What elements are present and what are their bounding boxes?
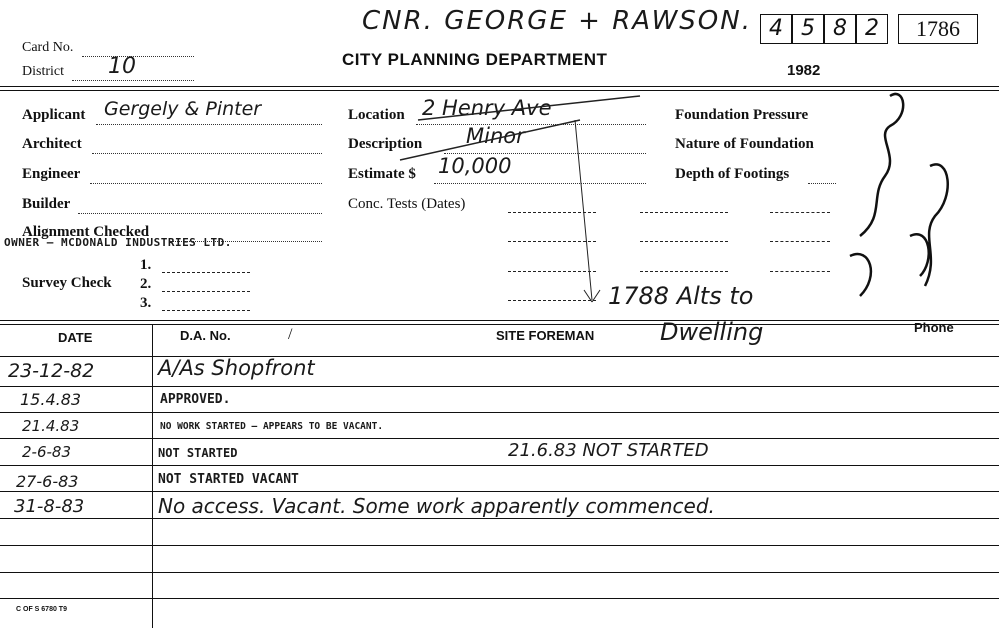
row-extra: 21.6.83 NOT STARTED xyxy=(508,440,709,461)
survey-number: 1. xyxy=(140,257,152,273)
estimate-value: 10,000 xyxy=(438,154,512,178)
row-text: NOT STARTED xyxy=(158,446,238,460)
department-title: CITY PLANNING DEPARTMENT xyxy=(342,50,608,69)
location-value: 2 Henry Ave xyxy=(422,96,552,120)
builder-label: Builder xyxy=(22,196,71,212)
architect-label: Architect xyxy=(22,136,82,152)
card-no-label: Card No. xyxy=(22,40,74,55)
ref-box: 5 xyxy=(792,14,824,44)
alignment-checked-label: Alignment Checked xyxy=(22,224,150,240)
survey-check-label: Survey Check xyxy=(22,275,112,291)
form-code: C OF S 6780 T9 xyxy=(16,606,67,613)
foundation-pressure-label: Foundation Pressure xyxy=(675,107,809,123)
signature-scribble xyxy=(830,86,980,306)
row-date: 15.4.83 xyxy=(20,390,82,409)
col-header-da-no: D.A. No. xyxy=(180,328,231,343)
ref-box: 8 xyxy=(824,14,856,44)
row-date: 21.4.83 xyxy=(22,417,80,435)
row-text: NOT STARTED VACANT xyxy=(158,472,299,487)
estimate-label: Estimate $ xyxy=(348,166,416,182)
conc-tests-label: Conc. Tests (Dates) xyxy=(348,196,466,212)
engineer-label: Engineer xyxy=(22,166,81,182)
owner-note: OWNER – MCDONALD INDUSTRIES LTD. xyxy=(4,236,232,249)
site-foreman-value: Dwelling xyxy=(660,318,764,346)
row-date: 31-8-83 xyxy=(14,496,85,517)
row-text: APPROVED. xyxy=(160,392,231,407)
row-date: 27-6-83 xyxy=(16,472,79,491)
row-date: 2-6-83 xyxy=(22,443,71,461)
row-date: 23-12-82 xyxy=(8,360,95,382)
handwritten-address: CNR. GEORGE + RAWSON. xyxy=(362,6,752,36)
nature-of-foundation-label: Nature of Foundation xyxy=(675,136,814,152)
survey-number: 2. xyxy=(140,276,152,292)
signature-note: 1788 Alts to xyxy=(608,282,754,310)
applicant-value: Gergely & Pinter xyxy=(104,98,262,120)
row-text: A/As Shopfront xyxy=(158,356,315,380)
row-text: NO WORK STARTED – APPEARS TO BE VACANT. xyxy=(160,421,384,432)
survey-number: 3. xyxy=(140,295,152,311)
col-header-site-foreman: SITE FOREMAN xyxy=(496,328,595,343)
district-label: District xyxy=(22,64,64,79)
col-header-phone: Phone xyxy=(914,320,954,335)
location-label: Location xyxy=(348,107,405,123)
district-value: 10 xyxy=(108,54,136,79)
description-label: Description xyxy=(348,136,423,152)
applicant-label: Applicant xyxy=(22,107,86,123)
ref-box: 2 xyxy=(856,14,888,44)
da-no-mark: / xyxy=(288,326,293,343)
ref-box: 4 xyxy=(760,14,792,44)
year: 1982 xyxy=(787,62,821,79)
ref-box: 1786 xyxy=(898,14,978,44)
description-value: Minor xyxy=(466,124,525,148)
col-header-date: DATE xyxy=(58,330,93,345)
depth-of-footings-label: Depth of Footings xyxy=(675,166,790,182)
row-text: No access. Vacant. Some work apparently commenced. xyxy=(158,494,715,518)
